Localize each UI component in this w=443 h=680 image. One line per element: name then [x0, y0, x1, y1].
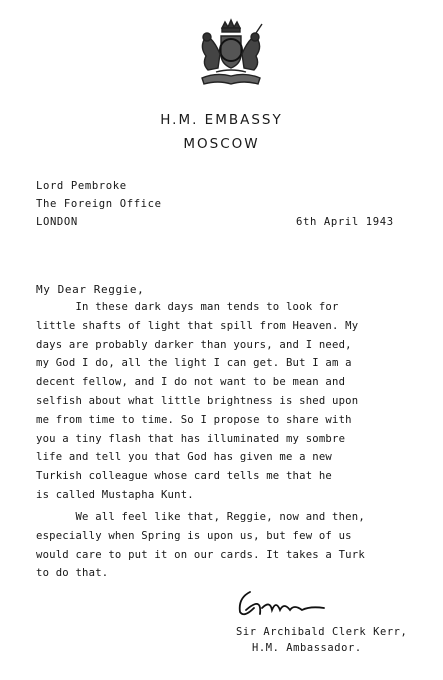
text-line: is called Mustapha Kunt. [36, 488, 194, 501]
handwritten-signature [232, 586, 332, 620]
letterhead-city: MOSCOW [183, 136, 260, 152]
royal-coat-of-arms-icon [196, 18, 266, 92]
text-line: days are probably darker than yours, and I need, [36, 338, 352, 351]
text-line: life and tell you that God has given me a new [36, 451, 333, 464]
text-line: especially when Spring is upon us, but few of us [36, 529, 352, 542]
text-line: me from time to time. So I propose to share with [36, 413, 352, 426]
text-line: In these dark days man tends to look for [36, 301, 339, 313]
text-line: my God I do, all the light I can get. But I am a [36, 357, 352, 370]
text-line: little shafts of light that spill from Heaven. My [36, 319, 359, 332]
text-line: decent fellow, and I do not want to be mean and [36, 376, 346, 389]
address-line-1: Lord Pembroke [36, 180, 127, 192]
text-line: would care to put it on our cards. It takes a Turk [36, 548, 365, 561]
text-line: Turkish colleague whose card tells me that he [36, 470, 333, 483]
text-line: selfish about what little brightness is shed upon [36, 394, 359, 407]
salutation: My Dear Reggie, [36, 283, 145, 296]
letterhead-org: H.M. EMBASSY [160, 112, 283, 128]
address-line-2: The Foreign Office [36, 198, 162, 210]
address-line-3: LONDON [36, 216, 78, 228]
text-line: We all feel like that, Reggie, now and then, [36, 511, 365, 523]
signatory-name: Sir Archibald Clerk Kerr, [236, 626, 408, 638]
text-line: you a tiny flash that has illuminated my sombre [36, 432, 346, 445]
signatory-title: H.M. Ambassador. [252, 642, 362, 654]
text-line: to do that. [36, 567, 109, 580]
body-paragraph-2 [36, 508, 406, 583]
body-paragraph-1 [36, 298, 406, 505]
letter-date: 6th April 1943 [296, 216, 394, 228]
